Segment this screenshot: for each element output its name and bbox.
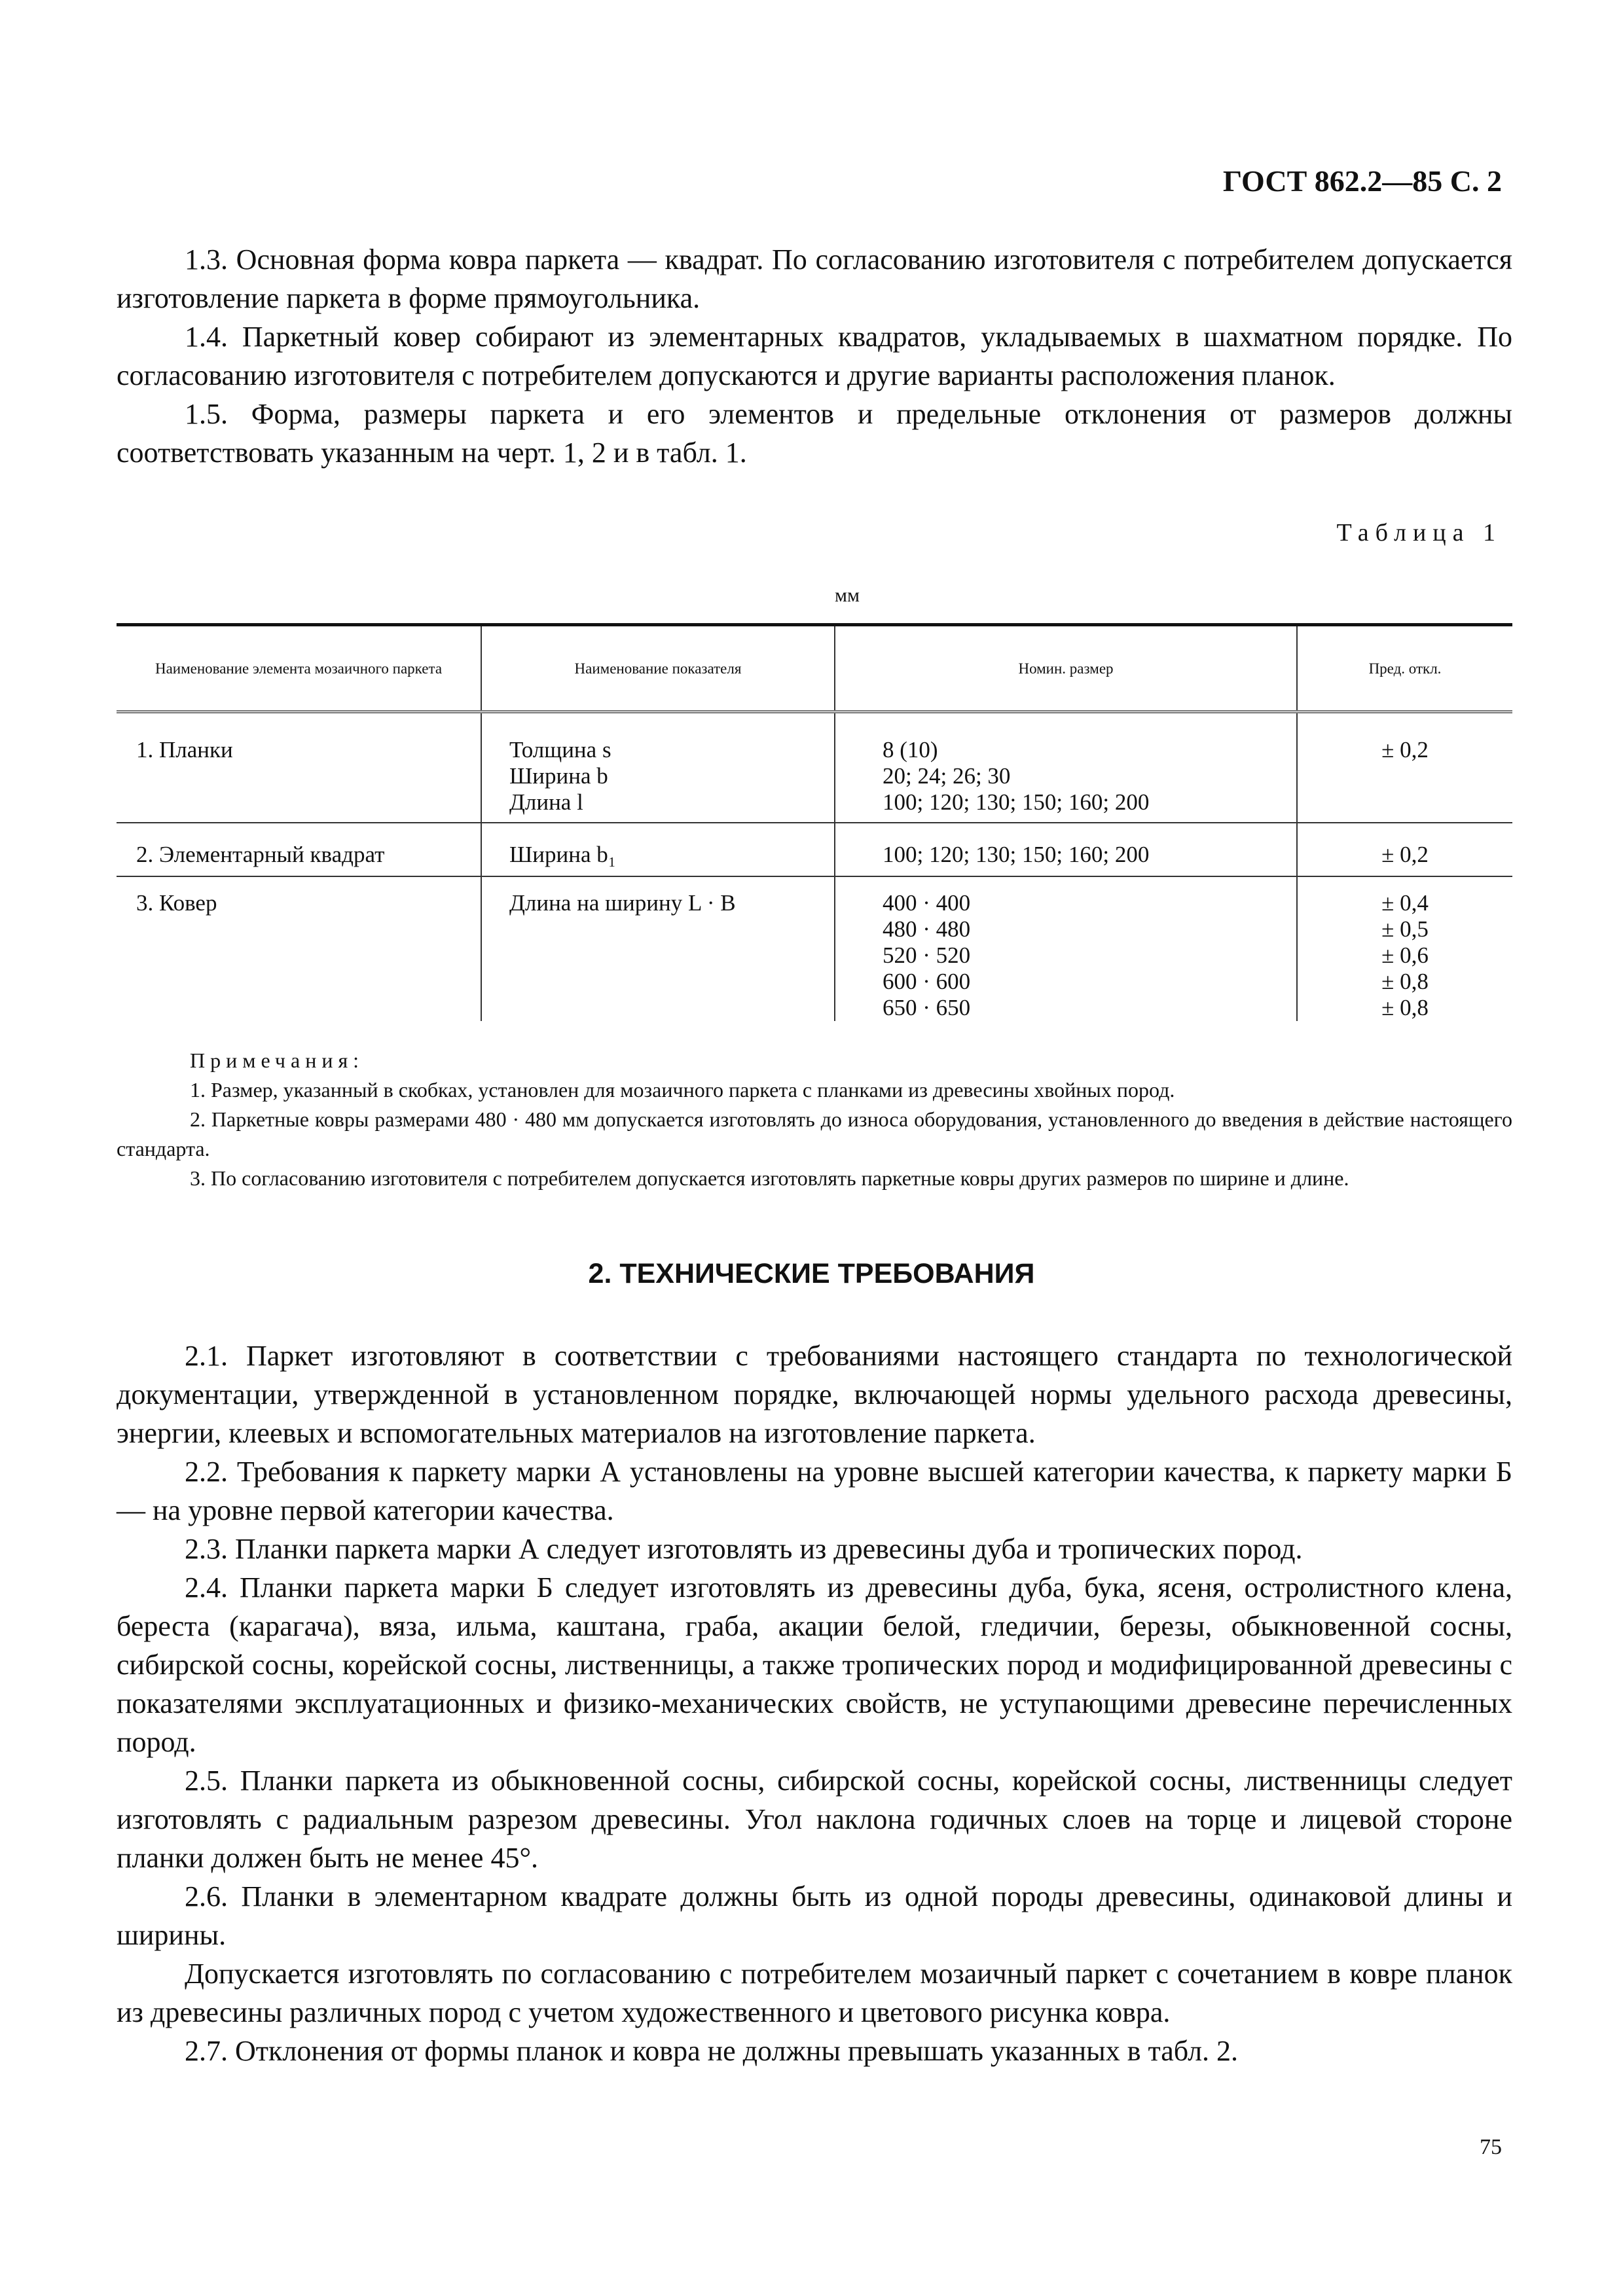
size-line: 400 · 400 — [883, 890, 971, 916]
section-title: 2. ТЕХНИЧЕСКИЕ ТРЕБОВАНИЯ — [588, 1258, 1035, 1289]
cell-indicators — [481, 823, 835, 876]
indicator-line: Ширина b — [509, 763, 608, 789]
cell-sizes — [835, 876, 1297, 1021]
dimensions-table — [117, 623, 1512, 1021]
size-line: 650 · 650 — [883, 995, 971, 1020]
paragraph-2-5: 2.5. Планки паркета из обыкновенной сосны, сибирской сосны, корейской сосны, лиственницы следует изготовлять с радиальным разрезом древесины. Угол наклона годичных слоев на торце и лицевой стороне планки должен быть не менее 45°. — [117, 1765, 1512, 1874]
size-line: 100; 120; 130; 150; 160; 200 — [883, 842, 1150, 867]
table-row — [117, 823, 1512, 876]
table-row — [117, 876, 1512, 1021]
indicator-line: Длина на ширину L · B — [509, 890, 736, 916]
header-tolerance: Пред. откл. — [1297, 625, 1512, 712]
paragraph-1-4: 1.4. Паркетный ковер собирают из элементарных квадратов, укладываемых в шахматном порядке. По согласованию изготовителя с потребителем допускаются и другие варианты расположения планок. — [117, 321, 1512, 391]
note-item: 1. Размер, указанный в скобках, установлен для мозаичного паркета с планками из древесины хвойных пород. — [190, 1078, 1175, 1102]
paragraph-2-2: 2.2. Требования к паркету марки А установлены на уровне высшей категории качества, к паркету марки Б — на уровне первой категории качества. — [117, 1456, 1512, 1526]
table-caption: Таблица 1 — [1336, 519, 1502, 547]
table-notes — [117, 1046, 1512, 1193]
size-line: 520 · 520 — [883, 942, 971, 968]
header-indicator: Наименование показателя — [481, 625, 835, 712]
indicator-line: Ширина b₁ — [509, 842, 616, 867]
size-line: 8 (10) — [883, 737, 938, 762]
cell-element: 2. Элементарный квадрат — [117, 823, 481, 876]
size-line: 20; 24; 26; 30 — [883, 763, 1011, 789]
cell-indicators — [481, 712, 835, 823]
paragraph-2-3: 2.3. Планки паркета марки А следует изготовлять из древесины дуба и тропических пород. — [185, 1533, 1303, 1565]
table-units: мм — [835, 584, 860, 606]
page-number: 75 — [1480, 2135, 1502, 2159]
size-line: 100; 120; 130; 150; 160; 200 — [883, 789, 1150, 815]
tolerance-line: ± 0,2 — [1381, 842, 1429, 867]
notes-title: Примечания: — [190, 1049, 365, 1072]
tolerance-line: ± 0,8 — [1381, 969, 1429, 994]
tolerance-line: ± 0,2 — [1381, 737, 1429, 762]
cell-tolerances — [1297, 712, 1512, 823]
section-2-body — [117, 1336, 1512, 2070]
cell-tolerances — [1297, 876, 1512, 1021]
paragraph-1-3: 1.3. Основная форма ковра паркета — квадрат. По согласованию изготовителя с потребителем допускается изготовление паркета в форме прямоугольника. — [117, 243, 1512, 314]
indicator-line: Длина l — [509, 789, 583, 815]
tolerance-line: ± 0,4 — [1381, 890, 1429, 916]
paragraph-2-1: 2.1. Паркет изготовляют в соответствии с требованиями настоящего стандарта по технологической документации, утвержденной в установленном порядке, включающей нормы удельного расхода древесины, энергии, клеевых и вспомогательных материалов на изготовление паркета. — [117, 1340, 1512, 1449]
note-item: 2. Паркетные ковры размерами 480 · 480 мм допускается изготовлять до износа оборудования, установленного до введения в действие настоящего стандарта. — [117, 1107, 1512, 1160]
paragraph-2-7: 2.7. Отклонения от формы планок и ковра не должны превышать указанных в табл. 2. — [185, 2035, 1239, 2067]
document-header: ГОСТ 862.2—85 С. 2 — [1222, 164, 1502, 198]
paragraph-2-6: 2.6. Планки в элементарном квадрате должны быть из одной породы древесины, одинаковой длины и ширины. — [117, 1880, 1512, 1951]
intro-section — [117, 240, 1512, 472]
cell-indicators — [481, 876, 835, 1021]
indicator-line: Толщина s — [509, 737, 611, 762]
table-row — [117, 712, 1512, 823]
tolerance-line: ± 0,8 — [1381, 995, 1429, 1020]
note-item: 3. По согласованию изготовителя с потребителем допускается изготовлять паркетные ковры других размеров по ширине и длине. — [190, 1166, 1349, 1190]
cell-tolerances — [1297, 823, 1512, 876]
table-header-row — [117, 625, 1512, 712]
paragraph-2-6-note: Допускается изготовлять по согласованию с потребителем мозаичный паркет с сочетанием в ковре планок из древесины различных пород с учетом художественного и цветового рисунка ковра. — [117, 1958, 1512, 2028]
size-line: 480 · 480 — [883, 916, 971, 942]
cell-element: 1. Планки — [117, 712, 481, 823]
paragraph-2-4: 2.4. Планки паркета марки Б следует изготовлять из древесины дуба, бука, ясеня, остролистного клена, береста (карагача), вяза, ильма, каштана, граба, акации белой, гледичии, березы, обыкновенной сосны, сибирской сосны, корейской сосны, лиственницы, а также тропических пород и модифицированной древесины с показателями эксплуатационных и физико-механических свойств, не уступающими древесине перечисленных пород. — [117, 1571, 1512, 1758]
tolerance-line: ± 0,5 — [1381, 916, 1429, 942]
cell-sizes — [835, 823, 1297, 876]
tolerance-line: ± 0,6 — [1381, 942, 1429, 968]
paragraph-1-5: 1.5. Форма, размеры паркета и его элементов и предельные отклонения от размеров должны соответствовать указанным на черт. 1, 2 и в табл. 1. — [117, 398, 1512, 469]
header-nominal-size: Номин. размер — [835, 625, 1297, 712]
cell-element: 3. Ковер — [136, 890, 217, 916]
cell-sizes — [835, 712, 1297, 823]
size-line: 600 · 600 — [883, 969, 971, 994]
header-element: Наименование элемента мозаичного паркета — [117, 625, 481, 712]
